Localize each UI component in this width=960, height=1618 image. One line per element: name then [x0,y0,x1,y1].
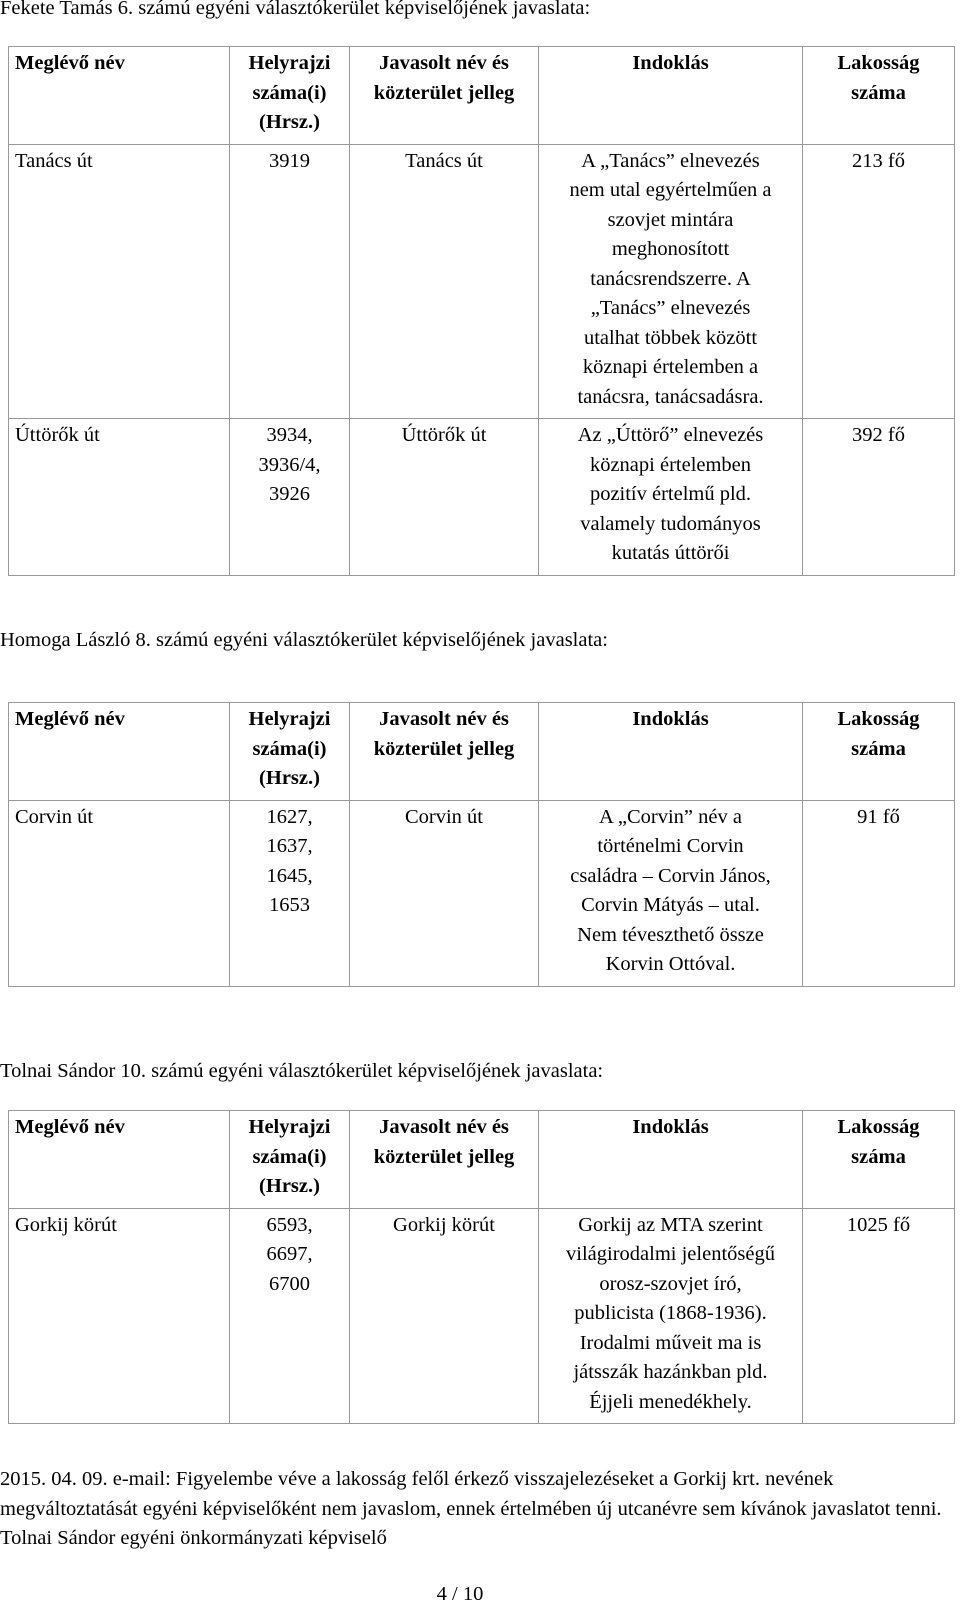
cell-existing-name: Gorkij körút [9,1208,230,1424]
header-existing-name: Meglévő név [9,703,230,801]
cell-existing-name: Úttörők út [9,419,230,576]
cell-justification: A „Tanács” elnevezés nem utal egyértelműen a szovjet mintára meghonosított tanácsrendszerre. A „Tanács” elnevezés utalhat többek között köznapi értelemben a tanácsra, tanácsadásra. [539,144,803,419]
cell-existing-name: Tanács út [9,144,230,419]
section-heading-3: Tolnai Sándor 10. számú egyéni választókerület képviselőjének javaslata: [0,1060,604,1082]
cell-population: 213 fő [803,144,955,419]
cell-proposed-name: Tanács út [350,144,539,419]
table-row [9,800,955,986]
cell-justification: Az „Úttörő” elnevezés köznapi értelemben pozitív értelmű pld. valamely tudományos kutatás úttörői [539,419,803,576]
header-justification: Indoklás [539,703,803,801]
header-existing-name: Meglévő név [9,47,230,145]
cell-justification: Gorkij az MTA szerint világirodalmi jelentőségű orosz-szovjet író, publicista (1868-1936). Irodalmi műveit ma is játsszák hazánkban pld. Éjjeli menedékhely. [539,1208,803,1424]
header-population: Lakosság száma [803,1111,955,1209]
section-heading-2: Homoga László 8. számú egyéni választókerület képviselőjének javaslata: [0,629,608,651]
header-parcel-number: Helyrajzi száma(i) (Hrsz.) [230,47,350,145]
cell-parcel-number: 3919 [230,144,350,419]
cell-population: 1025 fő [803,1208,955,1424]
table-header-row [9,1111,955,1209]
proposal-table-1 [8,46,955,576]
header-population: Lakosság száma [803,703,955,801]
proposal-table-3 [8,1110,955,1424]
cell-proposed-name: Corvin út [350,800,539,986]
table-header-row [9,703,955,801]
footer-note: 2015. 04. 09. e-mail: Figyelembe véve a lakosság felől érkező visszajelezéseket a Gorkij krt. nevének megváltoztatását egyéni képviselőként nem javaslom, ennek értelmében új utcanévre sem kívánok javaslatot tenni. Tolnai Sándor egyéni önkormányzati képviselő [0,1468,942,1549]
header-justification: Indoklás [539,1111,803,1209]
proposal-table-2 [8,702,955,987]
cell-proposed-name: Úttörők út [350,419,539,576]
cell-population: 392 fő [803,419,955,576]
header-justification: Indoklás [539,47,803,145]
cell-justification: A „Corvin” név a történelmi Corvin családra – Corvin János, Corvin Mátyás – utal. Nem téveszthető össze Korvin Ottóval. [539,800,803,986]
cell-proposed-name: Gorkij körút [350,1208,539,1424]
table-row [9,419,955,576]
header-population: Lakosság száma [803,47,955,145]
page-number: 4 / 10 [436,1583,484,1605]
cell-parcel-number: 3934, 3936/4, 3926 [230,419,350,576]
header-existing-name: Meglévő név [9,1111,230,1209]
cell-existing-name: Corvin út [9,800,230,986]
header-proposed-name: Javasolt név és közterület jelleg [350,1111,539,1209]
cell-parcel-number: 6593, 6697, 6700 [230,1208,350,1424]
table-header-row [9,47,955,145]
section-heading-1: Fekete Tamás 6. számú egyéni választókerület képviselőjének javaslata: [0,0,591,19]
table-row [9,1208,955,1424]
header-proposed-name: Javasolt név és közterület jelleg [350,47,539,145]
table-row [9,144,955,419]
cell-parcel-number: 1627, 1637, 1645, 1653 [230,800,350,986]
header-parcel-number: Helyrajzi száma(i) (Hrsz.) [230,1111,350,1209]
header-parcel-number: Helyrajzi száma(i) (Hrsz.) [230,703,350,801]
cell-population: 91 fő [803,800,955,986]
header-proposed-name: Javasolt név és közterület jelleg [350,703,539,801]
